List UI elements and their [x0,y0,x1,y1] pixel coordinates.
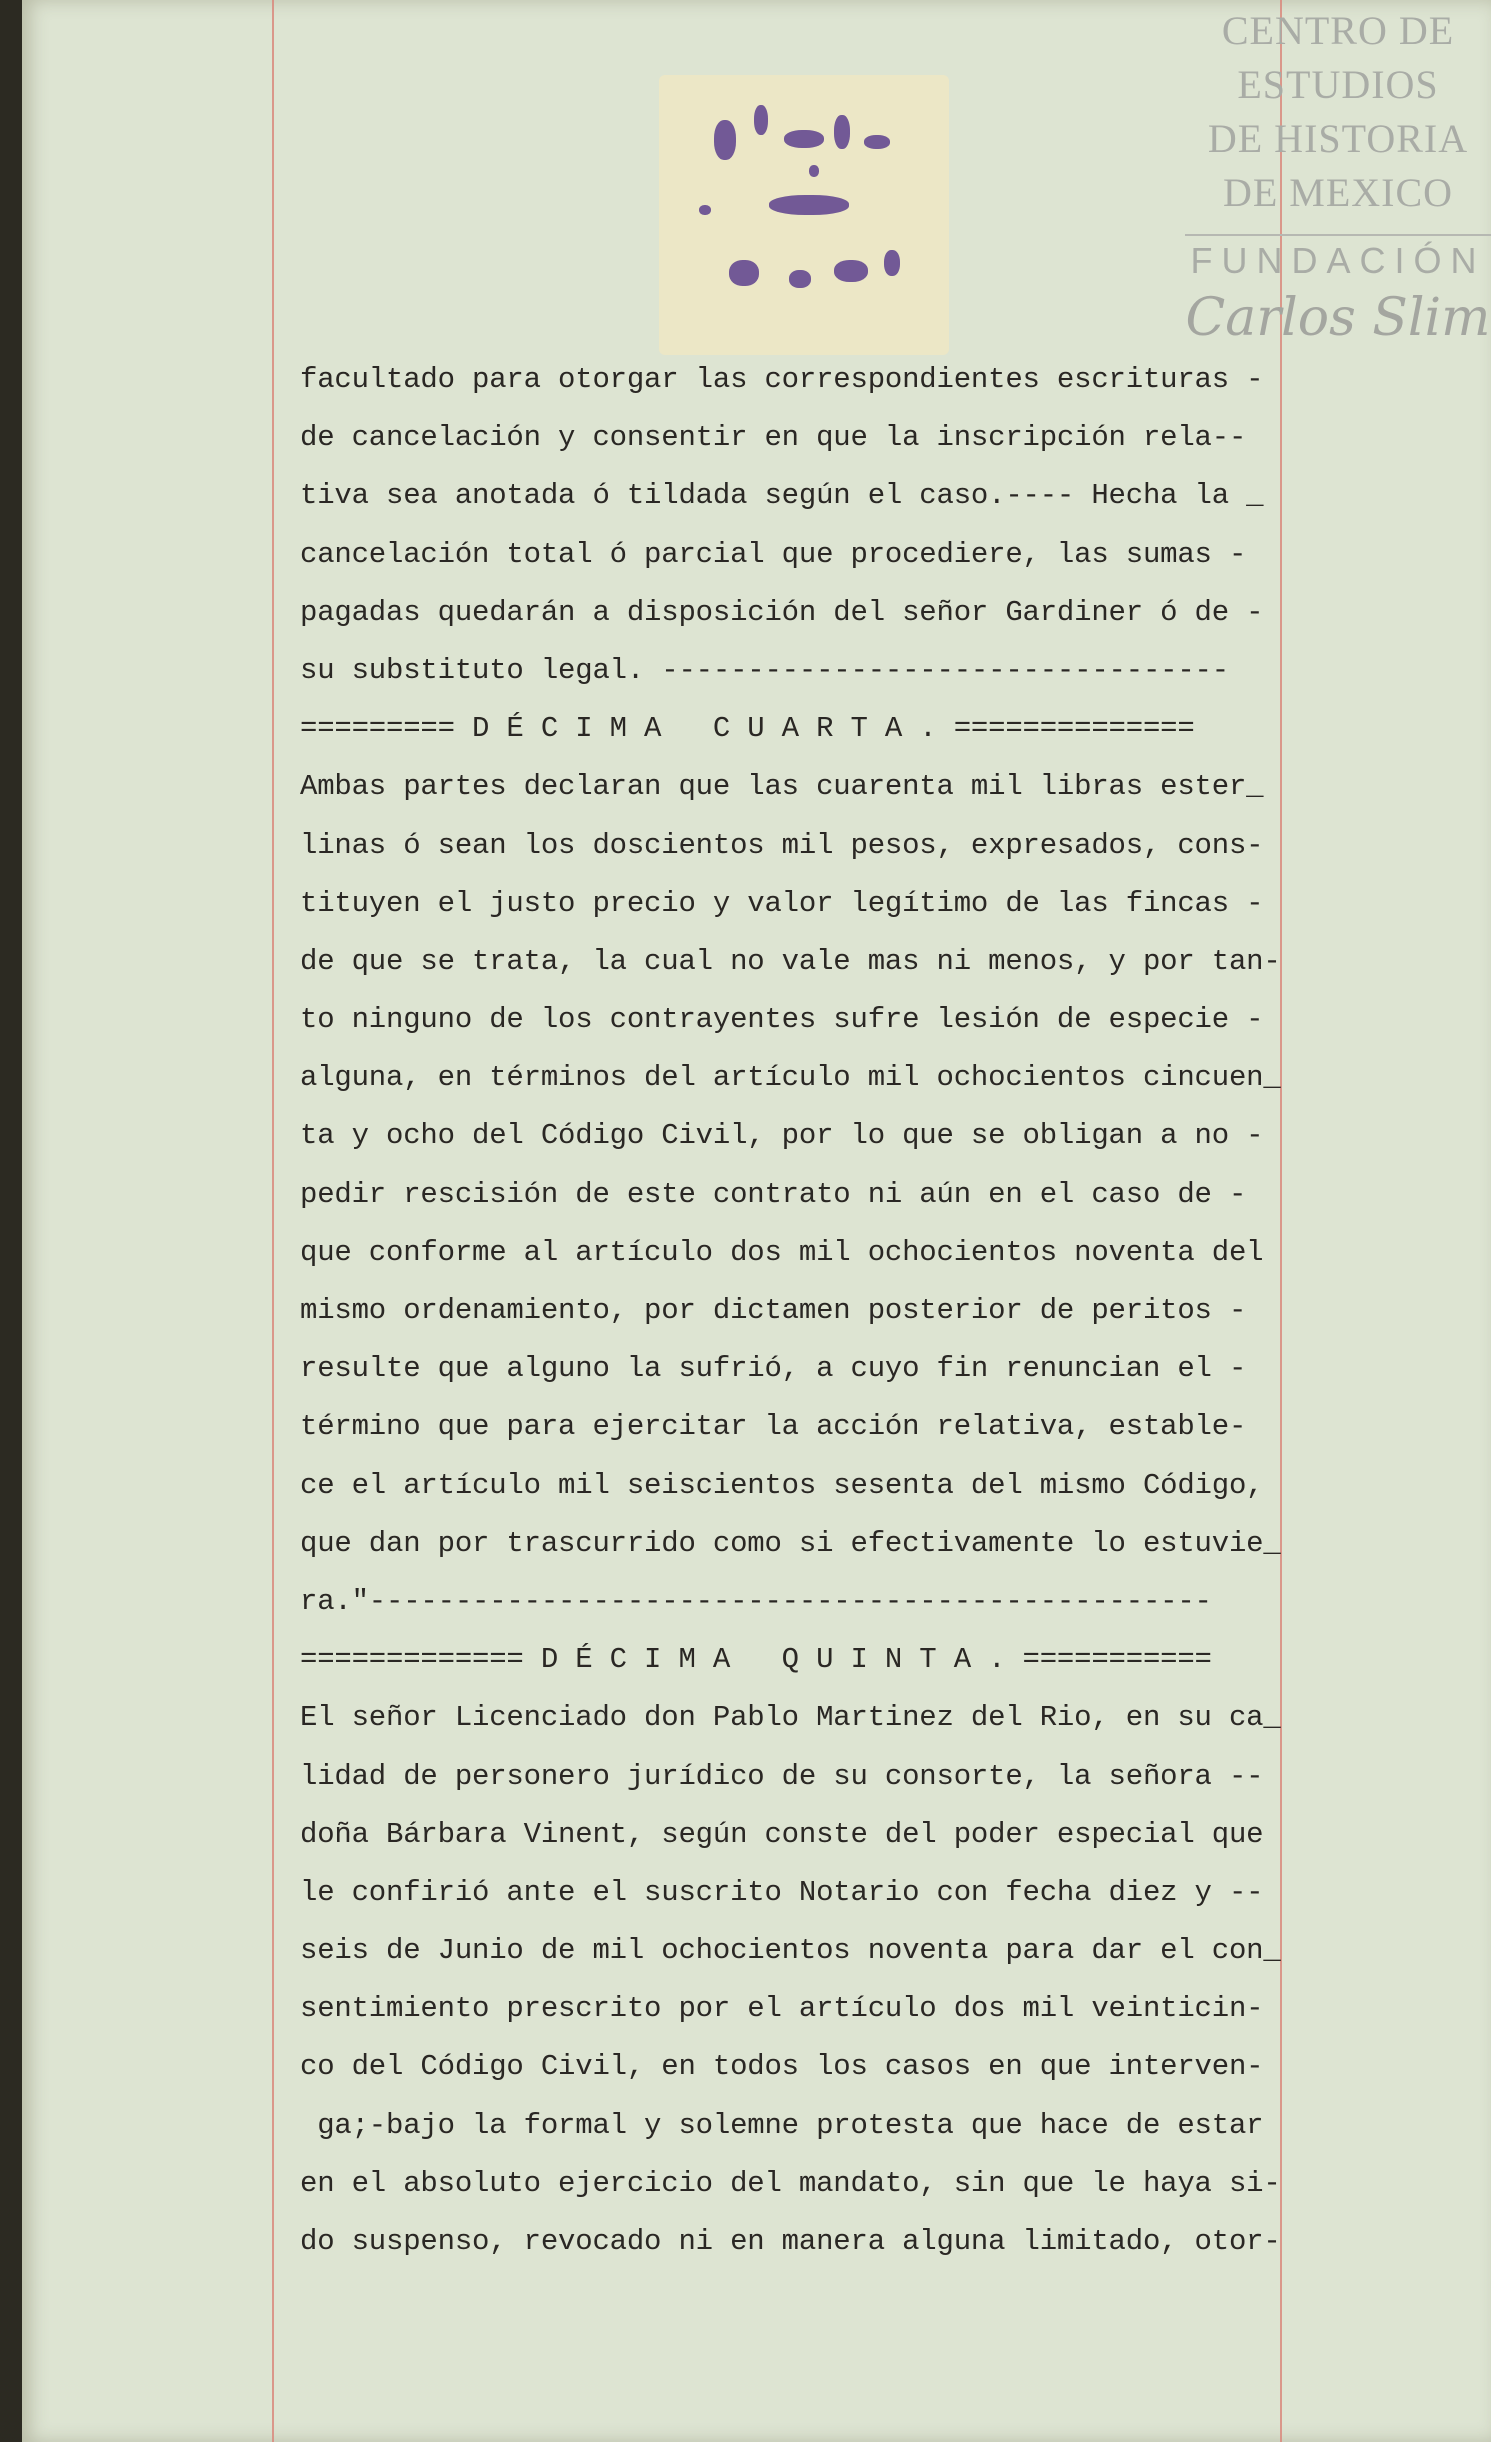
document-line: to ninguno de los contrayentes sufre lesión de especie - [300,1003,1264,1037]
document-line: de que se trata, la cual no vale mas ni menos, y por tan- [300,944,1281,978]
document-line: Ambas partes declaran que las cuarenta mil libras ester_ [300,770,1264,804]
archive-watermark [1185,4,1491,348]
watermark-line-3: DE HISTORIA [1207,116,1469,161]
document-line: ========= D É C I M A C U A R T A . ============== [300,712,1195,746]
document-line: mismo ordenamiento, por dictamen posterior de peritos - [300,1294,1247,1327]
document-line: su substituto legal. --------------------------------- [300,653,1229,687]
document-line: ce el artículo mil seiscientos sesenta del mismo Código, [300,1468,1264,1502]
document-line: ga;-bajo la formal y solemne protesta que hace de estar [300,2108,1264,2142]
document-line: le confirió ante el suscrito Notario con fecha diez y -- [300,1875,1264,1909]
document-line: tituyen el justo precio y valor legítimo de las fincas - [300,886,1264,920]
document-line: seis de Junio de mil ochocientos noventa para dar el con_ [300,1934,1281,1968]
document-line: linas ó sean los doscientos mil pesos, expresados, cons- [300,828,1264,862]
document-line: do suspenso, revocado ni en manera alguna limitado, otor- [300,2225,1281,2258]
document-line: El señor Licenciado don Pablo Martinez del Rio, en su ca_ [300,1701,1281,1735]
document-line: de cancelación y consentir en que la inscripción rela-- [300,421,1247,455]
document-line: resulte que alguno la sufrió, a cuyo fin renuncian el - [300,1352,1247,1386]
document-line: tiva sea anotada ó tildada según el caso.---- Hecha la _ [300,479,1264,513]
document-line: sentimiento prescrito por el artículo dos mil veinticin- [300,1992,1264,2026]
watermark-line-1: CENTRO DE [1221,8,1455,53]
watermark-line-4: DE MEXICO [1222,170,1454,215]
ink-seal-stamp [659,75,949,355]
document-line: término que para ejercitar la acción relativa, estable- [300,1410,1247,1444]
document-line: ============= D É C I M A Q U I N T A . =========== [300,1643,1212,1677]
document-line: lidad de personero jurídico de su consorte, la señora -- [300,1759,1264,1793]
left-margin-rule [272,0,274,2442]
watermark-line-2: ESTUDIOS [1237,62,1439,107]
document-line: alguna, en términos del artículo mil ochocientos cincuen_ [300,1061,1281,1095]
document-line: facultado para otorgar las correspondientes escrituras - [300,363,1264,396]
document-line: que dan por trascurrido como si efectivamente lo estuvie_ [300,1526,1281,1560]
document-line: en el absoluto ejercicio del mandato, sin que le haya si- [300,2166,1281,2200]
watermark-signature: Carlos Slim [1185,288,1491,348]
document-line: doña Bárbara Vinent, según conste del poder especial que [300,1817,1264,1851]
document-body [300,351,1290,2271]
document-line: ra."------------------------------------------------- [300,1584,1212,1618]
watermark-foundation: FUNDACIÓN [1185,234,1491,282]
document-line: pedir rescisión de este contrato ni aún en el caso de - [300,1177,1247,1211]
document-line: pagadas quedarán a disposición del señor Gardiner ó de - [300,595,1264,629]
document-line: que conforme al artículo dos mil ochocientos noventa del [300,1235,1264,1269]
document-line: cancelación total ó parcial que procediere, las sumas - [300,537,1247,571]
document-line: ta y ocho del Código Civil, por lo que se obligan a no - [300,1119,1264,1153]
document-line: co del Código Civil, en todos los casos en que interven- [300,2050,1264,2084]
